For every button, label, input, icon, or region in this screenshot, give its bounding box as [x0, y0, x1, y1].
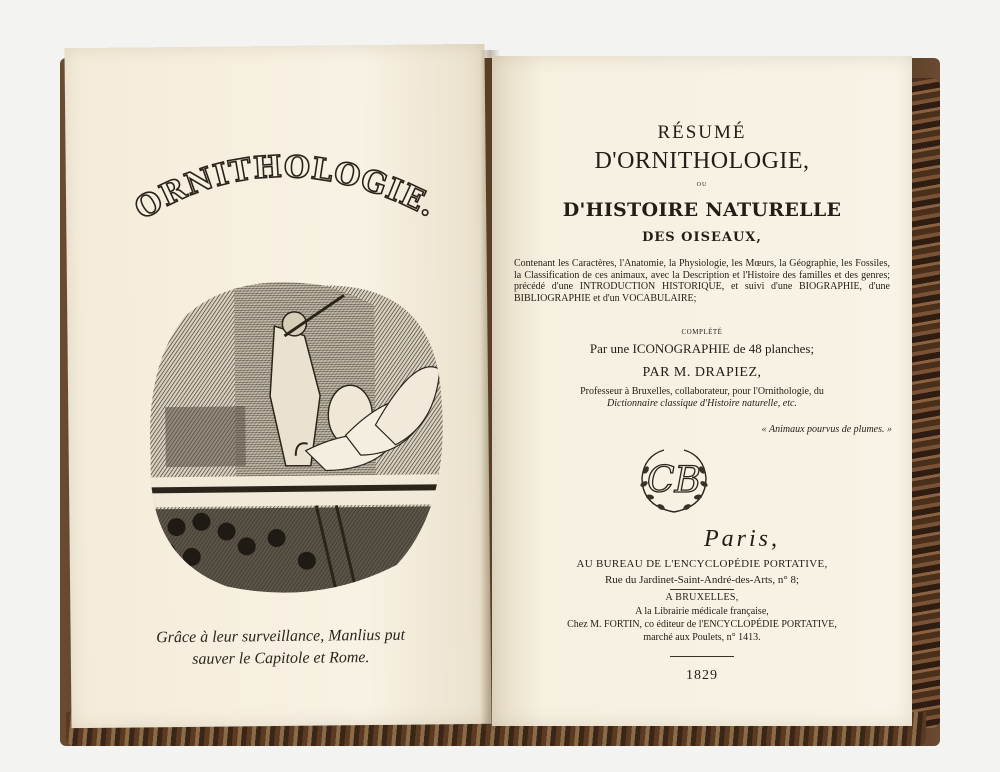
frontispiece-page — [64, 44, 491, 728]
imprint-rue: Rue du Jardinet-Saint-André-des-Arts, n° 8; — [604, 574, 800, 586]
title-histoire-naturelle: D'HISTOIRE NATURELLE — [562, 199, 842, 221]
svg-text:ORNITHOLOGIE. — [128, 148, 442, 228]
title-des-oiseaux: DES OISEAUX, — [642, 230, 762, 245]
imprint-bruxelles: A BRUXELLES, — [665, 592, 739, 603]
contents-description: Contenant les Caractères, l'Anatomie, la Physiologie, les Mœurs, la Géographie, les Fossiles, la Classification de ces animaux, avec la Description et l'Histoire des familles et des genres; précédé d'une INTRODUCTION HISTORIQUE, et suivi d'une BIOGRAPHIE, d'une BIBLIOGRAPHIE et d'un VOCABULAIRE; — [514, 258, 890, 304]
epigraph: « Animaux pourvus de plumes. » — [761, 424, 892, 435]
imprint-librairie: A la Librairie médicale française, — [635, 606, 769, 617]
imprint-marche: marché aux Poulets, n° 1413. — [643, 632, 761, 643]
title-ornithologie: D'ORNITHOLOGIE, — [594, 148, 810, 174]
author-line: PAR M. DRAPIEZ, — [642, 365, 762, 380]
title-page — [492, 56, 912, 726]
imprint-bureau: AU BUREAU DE L'ENCYCLOPÉDIE PORTATIVE, — [576, 558, 828, 570]
imprint-paris: Paris, — [703, 526, 780, 552]
manlius-geese-engraving — [144, 274, 447, 597]
year-divider — [670, 656, 734, 657]
imprint-fortin: Chez M. FORTIN, co éditeur de l'ENCYCLOPÉDIE PORTATIVE, — [567, 619, 837, 630]
complete-label: COMPLÉTÉ — [681, 328, 723, 336]
imprint-divider — [670, 589, 734, 590]
frontispiece-title-text: ORNITHOLOGIE. — [128, 149, 443, 227]
monogram-text: CB — [647, 460, 701, 501]
title-ou: OU — [696, 182, 708, 188]
iconographie-line: Par une ICONOGRAPHIE de 48 planches; — [589, 341, 815, 356]
engraving-caption-line2: sauver le Capitole et Rome. — [192, 649, 370, 668]
monogram-wreath-icon — [634, 440, 714, 520]
author-credentials-line2: Dictionnaire classique d'Histoire naturelle, etc. — [607, 398, 797, 409]
engraving-caption-line1: Grâce à leur surveillance, Manlius put — [156, 626, 406, 647]
author-credentials — [514, 386, 890, 410]
frontispiece-title — [65, 139, 486, 238]
author-credentials-line1: Professeur à Bruxelles, collaborateur, pour l'Ornithologie, du — [580, 386, 824, 397]
title-resume: RÉSUMÉ — [657, 122, 747, 143]
publication-year: 1829 — [686, 668, 718, 683]
